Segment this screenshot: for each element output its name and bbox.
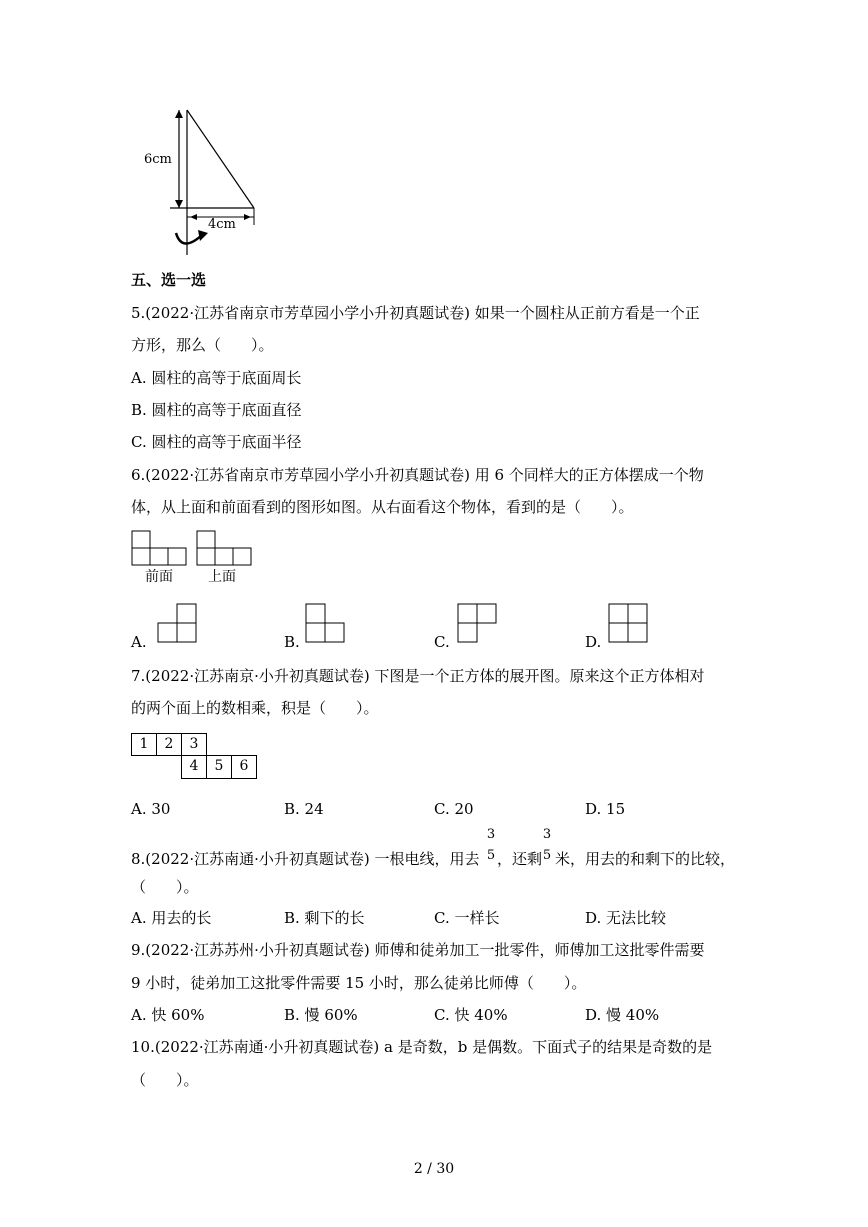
- q8-option-b: B. 剩下的长: [284, 909, 365, 927]
- q6-option-a: A.: [131, 633, 147, 651]
- q5-line2: 方形，那么（ ）。: [131, 336, 274, 354]
- height-label: 6cm: [144, 152, 172, 167]
- net-cell: 4: [181, 755, 207, 779]
- q8-frac2-den: 5: [542, 848, 552, 863]
- top-view-label: 上面: [208, 569, 236, 585]
- net-cell: 1: [131, 733, 157, 756]
- triangle-rotation-figure: [140, 105, 265, 260]
- q5-option-c: C. 圆柱的高等于底面半径: [131, 433, 302, 451]
- q8-line2: （ ）。: [131, 878, 199, 896]
- q6-option-b: B.: [284, 633, 300, 651]
- q6-line2: 体，从上面和前面看到的图形如图。从右面看这个物体，看到的是（ ）。: [131, 498, 634, 516]
- q8-option-c: C. 一样长: [434, 909, 500, 927]
- q7-option-c: C. 20: [434, 800, 474, 818]
- q6-option-d: D.: [585, 633, 602, 651]
- q7-line2: 的两个面上的数相乘，积是（ ）。: [131, 699, 379, 717]
- q8-option-a: A. 用去的长: [131, 909, 212, 927]
- q7-option-d: D. 15: [585, 800, 626, 818]
- q9-line1: 9.(2022·江苏苏州·小升初真题试卷) 师傅和徒弟加工一批零件，师傅加工这批零件需要: [131, 941, 705, 959]
- section-title: 五、选一选: [131, 271, 207, 289]
- front-view-figure: [131, 530, 191, 566]
- net-cell: 3: [181, 733, 207, 756]
- net-cell: 5: [206, 755, 232, 779]
- front-view-label: 前面: [145, 569, 173, 585]
- q9-line2: 9 小时，徒弟加工这批零件需要 15 小时，那么徒弟比师傅（ ）。: [131, 974, 587, 992]
- q6-option-c-figure: [457, 603, 499, 645]
- q6-option-a-figure: [157, 603, 199, 645]
- top-view-figure: [196, 530, 256, 566]
- q8-option-d: D. 无法比较: [585, 909, 667, 927]
- q7-line1: 7.(2022·江苏南京·小升初真题试卷) 下图是一个正方体的展开图。原来这个正方体相对: [131, 667, 705, 685]
- q8-frac1-den: 5: [486, 848, 496, 863]
- q9-option-a: A. 快 60%: [131, 1006, 205, 1024]
- q8-frac1-num: 3: [486, 827, 496, 842]
- net-cell: 2: [156, 733, 182, 756]
- q8-text-b: ，还剩: [497, 850, 543, 868]
- q6-option-c: C.: [434, 633, 450, 651]
- q10-line1: 10.(2022·江苏南通·小升初真题试卷) a 是奇数，b 是偶数。下面式子的结果是奇数的是: [131, 1038, 713, 1056]
- q10-line2: （ ）。: [131, 1071, 199, 1089]
- q8-text-c: 米，用去的和剩下的比较，: [555, 850, 736, 868]
- page-number: 2 / 30: [413, 1161, 455, 1177]
- base-label: 4cm: [208, 217, 236, 232]
- q6-option-b-figure: [305, 603, 347, 645]
- q8-text-a: 8.(2022·江苏南通·小升初真题试卷) 一根电线，用去: [131, 850, 480, 868]
- q9-option-c: C. 快 40%: [434, 1006, 508, 1024]
- q9-option-b: B. 慢 60%: [284, 1006, 358, 1024]
- q7-option-a: A. 30: [131, 800, 171, 818]
- q8-frac2-num: 3: [542, 827, 552, 842]
- q7-option-b: B. 24: [284, 800, 324, 818]
- q6-option-d-figure: [608, 603, 650, 645]
- q5-line1: 5.(2022·江苏省南京市芳草园小学小升初真题试卷) 如果一个圆柱从正前方看是一个正: [131, 304, 700, 322]
- q5-option-a: A. 圆柱的高等于底面周长: [131, 369, 302, 387]
- q9-option-d: D. 慢 40%: [585, 1006, 660, 1024]
- q5-option-b: B. 圆柱的高等于底面直径: [131, 401, 302, 419]
- net-cell: 6: [231, 755, 257, 779]
- q6-line1: 6.(2022·江苏省南京市芳草园小学小升初真题试卷) 用 6 个同样大的正方体摆成一个物: [131, 466, 704, 484]
